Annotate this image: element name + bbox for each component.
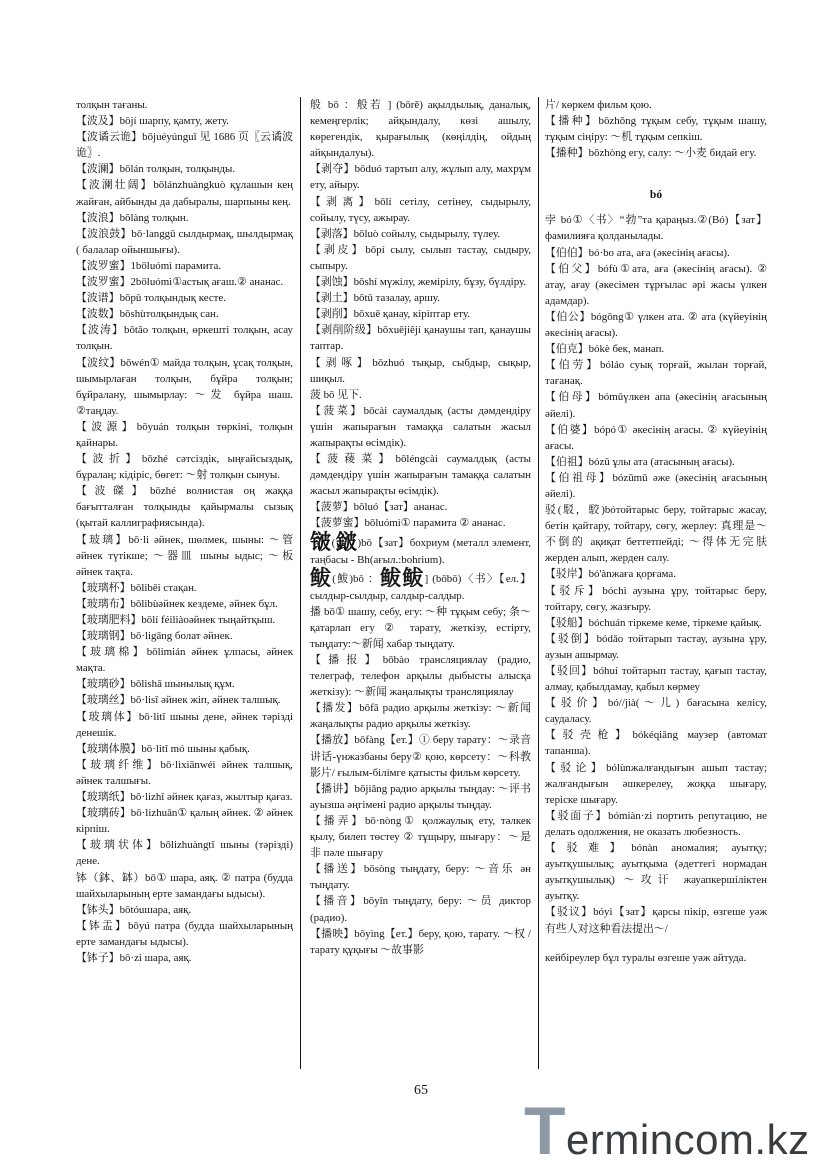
dictionary-entry: 【玻璃肥料】bōlí féiliàoәйнек тыңайтқыш. (76, 614, 276, 626)
dictionary-entry: 【玻璃纸】bō·lizhǐ әйнек қағаз, жылтыр қағаз. (76, 791, 293, 804)
dictionary-entry: 【波罗蜜】2bōluómì①астық ағаш.② ананас. (76, 276, 284, 289)
dictionary-entry: 【驳论】bólùnжалғандығын ашып тастау; жалғандығын әшкерелеу, жоққа шығару, теріске шығару. (545, 761, 767, 806)
dictionary-entry: 【播映】bōyìng【ет.】беру, қою, тарату. ～权 / тарату құқығы ～故事影 (310, 927, 531, 956)
dictionary-entry: 【播弄】bō·nòng① қолжаулық ету, тәлкек қылу, билеп төстеу ② тұщыру, шығару：～是非 пәле шығару (310, 814, 531, 860)
dictionary-entry-continuation: кейбіреулер бұл туралы өзгеше уәж айтуда. (545, 951, 747, 964)
dictionary-entry: 【波澜】bōlán толқын, толқынды. (76, 163, 236, 176)
column-right (545, 97, 767, 966)
dictionary-entry: 【伯克】bókè бек, манап. (545, 343, 665, 356)
dictionary-entry: 【玻璃布】bōlibùәйнек кездеме, әйнек бұл. (76, 597, 278, 610)
dictionary-entry: 【驳价】bó//jià(～儿) бағасына келісу, саудаласу. (545, 697, 767, 726)
dictionary-entry: 驳(駁，駮)bóтойтарыс беру, тойтарыс жасау, бетін қайтару, тойтару, сөгу, жерлеу: 真理是～不倒的 ақиқат беттетпейді; ～得体无完肤 жерден алып, жерден салу. (545, 504, 767, 565)
dictionary-entry: 【钵头】bōtóuшара, аяқ. (76, 903, 192, 916)
dictionary-entry: 【玻璃砂】bōlishā шынылық құм. (76, 678, 235, 691)
dictionary-entry: 【剥土】bōtǔ тазалау, аршу. (310, 292, 440, 305)
dictionary-entry: 【驳难】bónàn аномалия; ауытқу; ауытқушылық; ауытқыма (әдеттегі нормадан ауытқушылық) ～攻讦 жауапкершіліктен ауытқу. (545, 842, 767, 903)
dictionary-entry: 【玻璃体】bō·litǐ шыны дене, әйнек тәрізді денешік. (76, 710, 293, 739)
entry-text: ( (331, 536, 336, 549)
dictionary-entry: 【玻璃】bō·li әйнек, шөлмек, шыны: ～管 әйнек түтікше; ～器皿 шыны ыдыс; ～板 әйнек тақта. (76, 533, 293, 578)
dictionary-entry: 【播种】bōzhǒng тұқым себу, тұқым шашу, тұқым сіңіру: ～机 тұқым сепкіш. (545, 115, 767, 144)
dictionary-entry: 【伯祖母】bózǔmǔ әже (әкесінің ағасының әйелі). (545, 471, 767, 500)
dictionary-entry: 片/ көркем фильм қою. (545, 99, 652, 111)
dictionary-entry: 【播放】bōfàng【ет.】① беру тарату：～录音讲话-үнжазбаны беру② қою, көрсету：～科教影片/ ғылым-білімге қатысты фильм көрсету. (310, 734, 531, 779)
dictionary-entry: толқын тағаны. (76, 99, 148, 111)
dictionary-entry: 【玻璃状体】bōlizhuàngtǐ шыны (тәрізді) дене. (76, 839, 293, 868)
dictionary-entry: 【菠萝】bōluó【зат】ананас. (310, 501, 448, 514)
dictionary-entry: 【伯母】bómǔүлкен апа (әкесінің ағасының әйелі). (545, 391, 767, 420)
dictionary-entry: 【波罗蜜】1bōluómì парамита. (76, 259, 222, 272)
column-right-top-entries (545, 97, 767, 161)
dictionary-entry: 【玻璃钢】bō·ligāng болат әйнек. (76, 630, 233, 643)
dictionary-entry: 【波纹】bōwén① майда толқын, ұсақ толқын, шымырлаған толқын, бұйра толқын; бұйралану, шымырлау: ～发 бұйра шаш. ②таңдау. (76, 356, 293, 417)
dictionary-entry: 【剥夺】bōduó тартып алу, жұлып алу, махрұм ету, айыру. (310, 163, 531, 192)
dictionary-entry: 【波磔】bōzhé волнистая оң жаққа бағытталған толқынды қайырмалы сызық (қытай каллиграфиясында). (76, 485, 293, 530)
dictionary-entry: 【玻璃纤维】bō·lixiānwéi әйнек талшық, әйнек талшығы. (76, 758, 293, 787)
dictionary-entry: 菠 bō 见下. (310, 388, 362, 401)
dictionary-entry: 【钵盂】bōyú патра (будда шайхыларының ерте замандағы ыдысы). (76, 919, 293, 948)
dictionary-entry: 【菠菜】bōcài саумалдық (асты дәмдендіру үшін жапырағын тамаққа салатын жасыл жапырақты өсімдік). (310, 404, 531, 449)
dictionary-entry (310, 529, 532, 568)
dictionary-entry: 【玻璃体膜】bō·litǐ mó шыны қабық. (76, 742, 250, 755)
column-divider-right (538, 97, 539, 1069)
dictionary-entry: 【波折】bōzhé сәтсіздік, ыңғайсыздық, бұралаң; кідіріс, бөгет: ～射 толқын сынуы. (76, 453, 293, 482)
dictionary-entry: 【驳船】bóchuán тіркеме кеме, тіркеме қайық. (545, 616, 762, 629)
dictionary-entry: 【驳议】bóyì【зат】қарсы пікір, өзгеше уәж 有些人对这种看法提出～/ (545, 906, 767, 935)
headword-glyph: 𬭛 (310, 529, 332, 554)
dictionary-entry: 般 bō ：般若 ] (bōrě) ақылдылық, даналық, кемеңгерлік; айқындалу, көзі ашылу, көрегендік, қырағылық (көңілдің, ойдың айқындалуы). (310, 99, 531, 160)
dictionary-entry: 孛 bó①〈书〉“勃”та қараңыз.②(Bó)【зат】фамилияға қолданылады. (545, 214, 767, 243)
column-divider-left (300, 97, 301, 1069)
dictionary-entry: 【伯劳】bóláo суық торғай, жылан торғай, тағанақ. (545, 359, 767, 388)
dictionary-entry: 【剥离】bōlí сетілу, сетінеу, сыдырылу, сойылу, түсу, ажырау. (310, 195, 531, 224)
dictionary-entry: 【播报】bōbào трансляциялау (радио, телеграф, телефон арқылы дыбысты алысқа жеткізу): ～新闻 жаңалықты трансляциялау (310, 654, 531, 699)
dictionary-entry: 【剥落】bōluò сойылу, сыдырылу, түлеу. (310, 227, 501, 240)
column-left (76, 97, 293, 966)
dictionary-entry: 【波数】bōshùтолқындық сан. (76, 308, 219, 321)
dictionary-entry: 【播种】bōzhòng егу, салу: ～小麦 бидай егу. (545, 147, 757, 160)
entry-text: )bō【зат】бохриум (металл элемент, таңбасы - Bh(ағыл.:bohrium). (310, 536, 532, 566)
entry-text: (鮁)bō ： (332, 572, 381, 585)
dictionary-entry: 【波谱】bōpǔ толқындық кесте. (76, 292, 227, 305)
dictionary-entry: 【菠薐菜】bōléngcài саумалдық (асты дәмдендіру үшін жапырағын тамаққа салатын жасыл жапырақты өсімдік). (310, 453, 531, 498)
dictionary-entry: 【剥削】bōxuē қанау, кіріптар ету. (310, 308, 470, 321)
dictionary-entry: 【伯婆】bópó① әкесінің ағасы. ② күйеуінің ағасы. (545, 423, 767, 452)
dictionary-entry: 【玻璃棉】bōlimián әйнек ұлпасы, әйнек мақта. (76, 646, 293, 675)
dictionary-entry: 【波浪鼓】bō·langgǔ сылдырмақ, шылдырмақ ( балалар ойыншығы). (76, 227, 293, 256)
dictionary-entry: 【驳倒】bódǎo тойтарып тастау, аузына ұру, аузын ашырмау. (545, 632, 767, 661)
section-heading: bó (649, 189, 663, 202)
dictionary-entry: 【波澜壮阔】bōlánzhuàngkuò құлашын кең жайған, айбынды да дабыралы, шарпыны кең. (76, 179, 293, 208)
dictionary-entry: 【波源】bōyuán толқын төркіні, толқын қайнары. (76, 420, 293, 449)
dictionary-entry: 【菠萝蜜】bōluómì① парамита ② ананас. (310, 517, 506, 530)
dictionary-entry: 【波浪】bōlàng толқын. (76, 211, 189, 224)
column-right-section-entries (545, 212, 767, 936)
column-middle (310, 97, 531, 958)
dictionary-entry: 【驳壳枪】bókéqiāng маузер (автомат тапанша). (545, 729, 767, 758)
headword-glyph: 𨨏 (335, 529, 358, 554)
dictionary-entry: 【驳岸】bó'ànжаға қорғама. (545, 568, 676, 581)
dictionary-entry: 【驳面子】bómiàn·zi портить репутацию, не делать одолжения, не оказать любезность. (545, 809, 767, 838)
headword-glyph: 鲅 (310, 565, 333, 590)
dictionary-entry: 【剥皮】bōpí сылу, сылып тастау, сыдыру, сыпыру. (310, 243, 531, 272)
dictionary-entry: 【伯父】bófù①ата, аға (әкесінің ағасы). ② атау, ағау (әкесімен тұрғылас әрі жасы үлкен адамдар). (545, 262, 767, 307)
termincom-logo: Termincom.kz (524, 1100, 810, 1164)
dictionary-entry: 【驳斥】bóchì аузына ұру, тойтарыс беру, тойтару, сөгу, жазғыру. (545, 584, 767, 613)
page-number: 65 (414, 1083, 428, 1098)
entry-text: ] (bōbō)〈书〉【ел.】сылдыр-сылдыр, салдыр-салдыр. (310, 572, 532, 602)
dictionary-entry: 【播发】bōfā радио арқылы жеткізу: ～新闻 жаңалықты радио арқылы жеткізу. (310, 702, 531, 731)
dictionary-entry: 【波及】bōjí шарпу, қамту, жету. (76, 115, 229, 128)
dictionary-entry: 【播送】bōsòng тыңдату, беру: ～音乐 ән тыңдату. (310, 863, 531, 892)
dictionary-entry: 【玻璃杯】bōlibēi стақан. (76, 581, 197, 594)
dictionary-entry: 【剥蚀】bōshí мүжілу, жемірілу, бұзу, бүлдіру. (310, 276, 527, 289)
dictionary-entry: 【伯祖】bózǔ ұлы ата (атасының ағасы). (545, 455, 735, 468)
dictionary-entry: 【驳回】bóhuí тойтарып тастау, қағып тастау, алмау, қабылдамау, қабыл көрмеу (545, 665, 767, 694)
dictionary-entry: 【波谲云诡】bōjuéyúnguǐ 见 1686 页〖云谲波诡〗. (76, 131, 293, 160)
dictionary-entry: 【剥削阶级】bōxuējiējí қанаушы тап, қанаушы таптар. (310, 324, 531, 353)
dictionary-entry: 【播讲】bōjiǎng радио арқылы тыңдау: ～评书 ауызша әңгімені радио арқылы тыңдау. (310, 782, 531, 811)
dictionary-entry: 【伯伯】bó·bo ата, аға (әкесінің ағасы). (545, 246, 730, 259)
dictionary-entry: 钵（鉢、缽）bō① шара, аяқ. ② патра (будда шайхыларының ерте замандағы ыдысы). (76, 871, 293, 900)
dictionary-entry: 【伯公】bógōng① үлкен ата. ② ата (күйеуінің әкесінің ағасы). (545, 310, 767, 340)
dictionary-entry (310, 565, 532, 604)
headword-glyph: 鲅鲅 (380, 565, 425, 590)
dictionary-entry: 【玻璃丝】bō·lisī әйнек жіп, әйнек талшық. (76, 694, 281, 707)
dictionary-entry: 【玻璃砖】bō·lizhuān① қалың әйнек. ② әйнек кірпіш. (76, 807, 293, 836)
dictionary-entry: 【剥啄】bōzhuó тықыр, сыбдыр, сықыр, шиқыл. (310, 356, 531, 385)
dictionary-entry: 【播音】bōyīn тыңдату, беру: ～员 диктор (радио). (310, 895, 531, 924)
dictionary-entry: 播 bō① шашу, себу, егу: ～种 тұқым себу; 条～ қатарлап егу ② тарату, жеткізу, естірту, тыңдату:～新闻 хабар тыңдату. (310, 605, 531, 650)
dictionary-entry: 【波涛】bōtāo толқын, өркешті толқын, асау толқын. (76, 324, 293, 353)
dictionary-entry: 【钵子】bō·zi шара, аяқ. (76, 951, 192, 964)
